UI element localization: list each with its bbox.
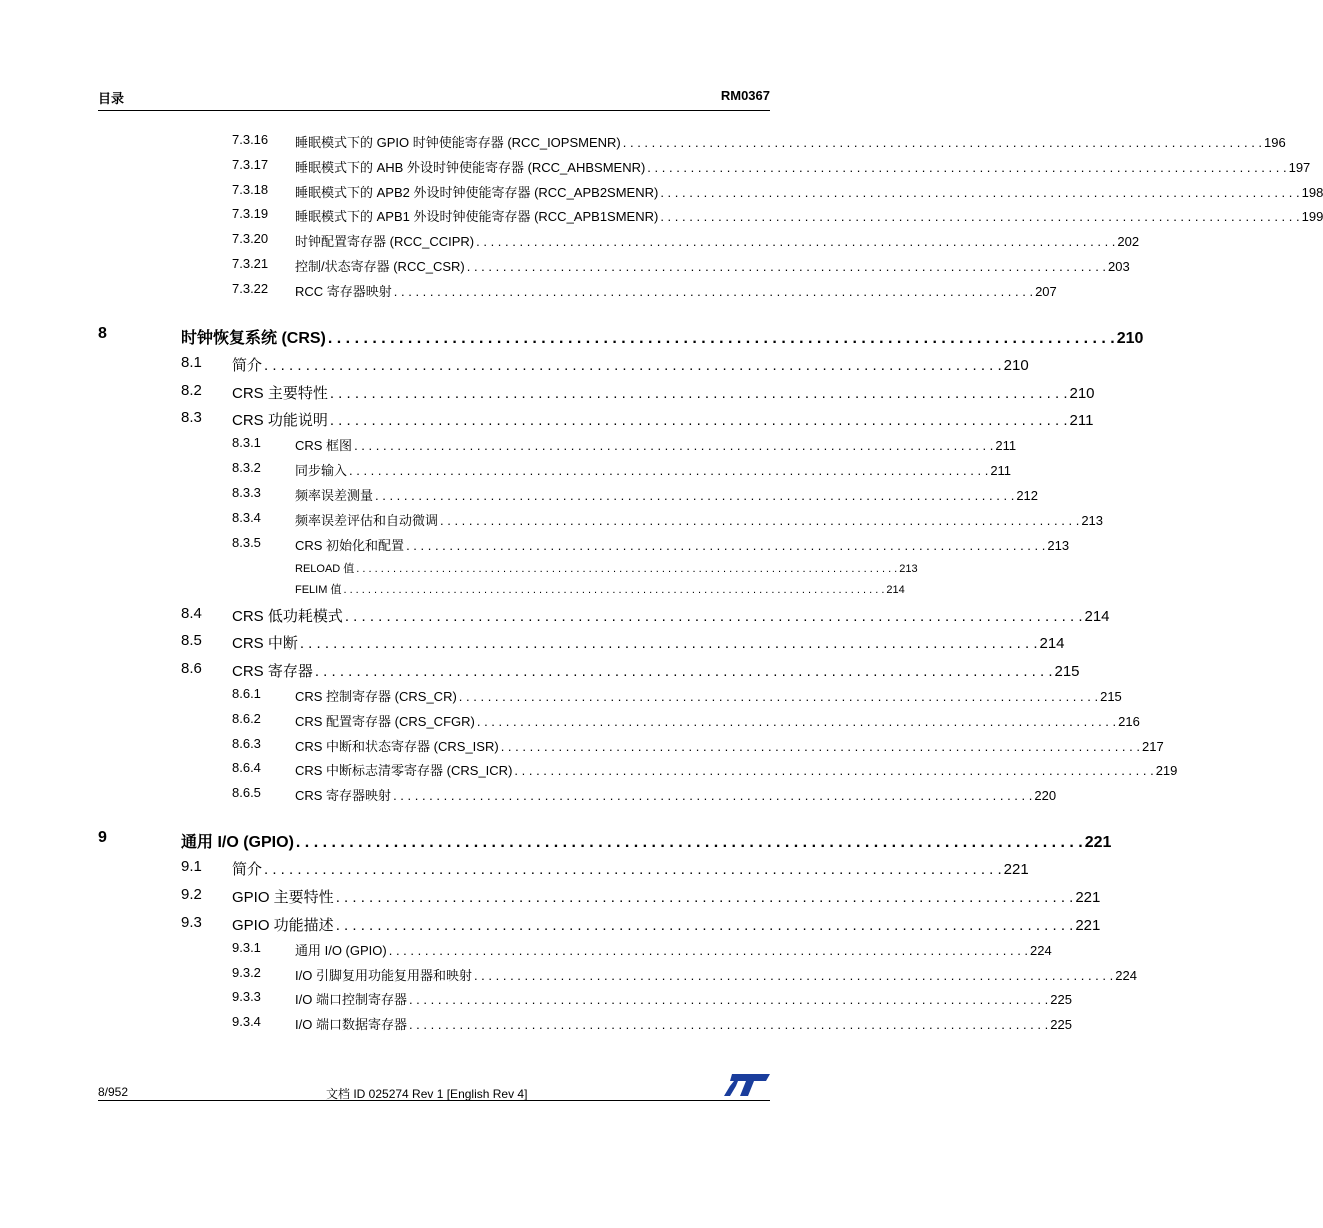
toc-entry-number: 9.2 <box>181 886 202 903</box>
toc-entry-title: 睡眠模式下的 AHB 外设时钟使能寄存器 (RCC_AHBSMENR) <box>295 160 646 175</box>
toc-entry-number: 7.3.20 <box>232 231 269 246</box>
toc-entry-number: 7.3.19 <box>232 206 269 221</box>
toc-entry-number: 8.6.4 <box>232 760 261 775</box>
toc-entry-title: CRS 初始化和配置 <box>295 538 405 553</box>
dot-leader: . . . . . . . . . . . . . . . . . . . . . . . . . . . . . . . . . . . . . . . . . . . . . . . . . . . . . . . . . . . . . . . . . . . . . . . . . . . . . . . . . . . . . . . . . <box>264 357 1002 374</box>
toc-entry-page: 221 <box>1075 917 1101 934</box>
toc-entry-title: CRS 中断 <box>232 635 298 652</box>
toc-entry-title: 时钟恢复系统 (CRS) <box>181 330 326 347</box>
toc-entry-level-3[interactable] <box>295 182 1323 201</box>
toc-entry-level-1[interactable] <box>181 325 1144 348</box>
toc-entry-title: CRS 框图 <box>295 438 353 453</box>
st-logo-icon <box>724 1072 770 1098</box>
toc-entry-level-3[interactable] <box>295 736 1164 755</box>
toc-entry-page: 216 <box>1118 714 1140 729</box>
toc-entry-title: RCC 寄存器映射 <box>295 284 392 299</box>
toc-entry-level-3[interactable] <box>295 711 1140 730</box>
toc-entry-number: 8.6.5 <box>232 785 261 800</box>
dot-leader: . . . . . . . . . . . . . . . . . . . . . . . . . . . . . . . . . . . . . . . . . . . . . . . . . . . . . . . . . . . . . . . . . . . . . . . . . . . . . . . . . . . . . . . . . <box>408 1017 1049 1032</box>
toc-entry-page: 225 <box>1050 992 1072 1007</box>
toc-entry-page: 210 <box>1003 357 1029 374</box>
toc-entry-level-3[interactable] <box>295 281 1057 300</box>
dot-leader: . . . . . . . . . . . . . . . . . . . . . . . . . . . . . . . . . . . . . . . . . . . . . . . . . . . . . . . . . . . . . . . . . . . . . . . . . . . . . . . . . . . . . . . . . <box>476 234 1116 249</box>
toc-entry-number: 8.3.2 <box>232 460 261 475</box>
dot-leader: . . . . . . . . . . . . . . . . . . . . . . . . . . . . . . . . . . . . . . . . . . . . . . . . . . . . . . . . . . . . . . . . . . . . . . . . . . . . . . . . . . . . . . . . . <box>647 160 1287 175</box>
toc-entry-title: 频率误差评估和自动微调 <box>295 513 439 528</box>
toc-entry-title: GPIO 功能描述 <box>232 917 334 934</box>
dot-leader: . . . . . . . . . . . . . . . . . . . . . . . . . . . . . . . . . . . . . . . . . . . . . . . . . . . . . . . . . . . . . . . . . . . . . . . . . . . . . . . . . . . . . . . . . <box>375 488 1015 503</box>
toc-entry-title: FELIM 值 <box>295 584 342 596</box>
toc-entry-page: 210 <box>1116 330 1144 347</box>
toc-entry-page: 198 <box>1301 185 1323 200</box>
toc-entry-page: 219 <box>1155 763 1178 778</box>
dot-leader: . . . . . . . . . . . . . . . . . . . . . . . . . . . . . . . . . . . . . . . . . . . . . . . . . . . . . . . . . . . . . . . . . . . . . . . . . . . . . . . . . . . . . . . . . <box>473 968 1114 983</box>
dot-leader: . . . . . . . . . . . . . . . . . . . . . . . . . . . . . . . . . . . . . . . . . . . . . . . . . . . . . . . . . . . . . . . . . . . . . . . . . . . . . . . . . . . . . . . . . <box>335 889 1074 906</box>
toc-entry-page: 215 <box>1100 689 1122 704</box>
toc-entry-level-3[interactable] <box>295 686 1122 705</box>
toc-entry-level-3[interactable] <box>295 510 1104 529</box>
dot-leader: . . . . . . . . . . . . . . . . . . . . . . . . . . . . . . . . . . . . . . . . . . . . . . . . . . . . . . . . . . . . . . . . . . . . . . . . . . . . . . . . . . . . . . . . . <box>264 861 1002 878</box>
dot-leader: . . . . . . . . . . . . . . . . . . . . . . . . . . . . . . . . . . . . . . . . . . . . . . . . . . . . . . . . . . . . . . . . . . . . . . . . . . . . . . . . . . . . . . . . . <box>660 209 1300 224</box>
toc-entry-level-3[interactable] <box>295 460 1012 479</box>
footer-document-reference: 文档 ID 025274 Rev 1 [English Rev 4] <box>326 1087 528 1101</box>
toc-entry-page: 197 <box>1288 160 1311 175</box>
toc-entry-level-2[interactable] <box>232 605 1110 626</box>
toc-entry-number: 9 <box>98 829 107 846</box>
toc-entry-title: 同步输入 <box>295 463 348 478</box>
toc-entry-level-4[interactable] <box>295 560 918 576</box>
dot-leader: . . . . . . . . . . . . . . . . . . . . . . . . . . . . . . . . . . . . . . . . . . . . . . . . . . . . . . . . . . . . . . . . . . . . . . . . . . . . . . . . . . . . . . . . . <box>327 330 1115 347</box>
dot-leader: . . . . . . . . . . . . . . . . . . . . . . . . . . . . . . . . . . . . . . . . . . . . . . . . . . . . . . . . . . . . . . . . . . . . . . . . . . . . . . . . . . . . . . . . . <box>335 917 1074 934</box>
toc-entry-number: 8.3.5 <box>232 535 261 550</box>
toc-entry-page: 199 <box>1301 209 1323 224</box>
header-section-title: 目录 <box>98 91 125 106</box>
toc-entry-title: 简介 <box>232 357 263 374</box>
toc-entry-page: 213 <box>1047 538 1070 553</box>
toc-entry-title: 睡眠模式下的 APB2 外设时钟使能寄存器 (RCC_APB2SMENR) <box>295 185 659 200</box>
toc-entry-page: 202 <box>1117 234 1140 249</box>
toc-entry-level-4[interactable] <box>295 581 905 597</box>
toc-entry-title: RELOAD 值 <box>295 563 355 575</box>
toc-entry-title: CRS 主要特性 <box>232 385 328 402</box>
toc-entry-level-2[interactable] <box>232 382 1095 403</box>
toc-entry-title: CRS 中断标志清零寄存器 (CRS_ICR) <box>295 763 513 778</box>
toc-entry-title: 频率误差测量 <box>295 488 374 503</box>
toc-entry-number: 9.3.2 <box>232 965 261 980</box>
toc-entry-level-3[interactable] <box>295 785 1057 804</box>
toc-entry-page: 217 <box>1141 739 1164 754</box>
toc-entry-page: 211 <box>995 438 1017 453</box>
toc-entry-number: 8.1 <box>181 354 202 371</box>
toc-entry-level-3[interactable] <box>295 256 1130 275</box>
toc-entry-number: 8.3.1 <box>232 435 261 450</box>
toc-entry-page: 214 <box>886 584 905 596</box>
toc-entry-level-2[interactable] <box>232 409 1094 430</box>
toc-entry-title: I/O 端口数据寄存器 <box>295 1017 407 1032</box>
toc-entry-level-3[interactable] <box>295 485 1039 504</box>
toc-entry-number: 9.3.4 <box>232 1014 261 1029</box>
toc-entry-number: 8.2 <box>181 382 202 399</box>
dot-leader: . . . . . . . . . . . . . . . . . . . . . . . . . . . . . . . . . . . . . . . . . . . . . . . . . . . . . . . . . . . . . . . . . . . . . . . . . . . . . . . . . . . . . . . . . <box>408 992 1049 1007</box>
toc-entry-page: 214 <box>1084 608 1110 625</box>
toc-entry-level-2[interactable] <box>232 632 1065 653</box>
toc-entry-page: 221 <box>1084 834 1112 851</box>
dot-leader: . . . . . . . . . . . . . . . . . . . . . . . . . . . . . . . . . . . . . . . . . . . . . . . . . . . . . . . . . . . . . . . . . . . . . . . . . . . . . . . . . . . . . . . . . <box>660 185 1300 200</box>
toc-entry-level-3[interactable] <box>295 231 1140 250</box>
dot-leader: . . . . . . . . . . . . . . . . . . . . . . . . . . . . . . . . . . . . . . . . . . . . . . . . . . . . . . . . . . . . . . . . . . . . . . . . . . . . . . . . . . . . . . . . . <box>514 763 1154 778</box>
dot-leader: . . . . . . . . . . . . . . . . . . . . . . . . . . . . . . . . . . . . . . . . . . . . . . . . . . . . . . . . . . . . . . . . . . . . . . . . . . . . . . . . . . . . . . . . . <box>466 259 1107 274</box>
dot-leader: . . . . . . . . . . . . . . . . . . . . . . . . . . . . . . . . . . . . . . . . . . . . . . . . . . . . . . . . . . . . . . . . . . . . . . . . . . . . . . . . . . . . . . . . . <box>314 663 1053 680</box>
dot-leader: . . . . . . . . . . . . . . . . . . . . . . . . . . . . . . . . . . . . . . . . . . . . . . . . . . . . . . . . . . . . . . . . . . . . . . . . . . . . . . . . . . . . . . . . . <box>344 608 1083 625</box>
toc-entry-level-3[interactable] <box>295 989 1072 1008</box>
header-document-id: RM0367 <box>720 88 770 103</box>
toc-entry-number: 8.6.2 <box>232 711 261 726</box>
toc-entry-title: 睡眠模式下的 GPIO 时钟使能寄存器 (RCC_IOPSMENR) <box>295 135 621 150</box>
toc-entry-title: CRS 中断和状态寄存器 (CRS_ISR) <box>295 739 499 754</box>
toc-entry-page: 211 <box>990 463 1012 478</box>
toc-entry-level-1[interactable] <box>181 829 1112 852</box>
toc-entry-page: 212 <box>1016 488 1039 503</box>
toc-entry-number: 8.5 <box>181 632 202 649</box>
toc-entry-level-3[interactable] <box>295 132 1286 151</box>
toc-entry-number: 8.3.3 <box>232 485 261 500</box>
toc-entry-number: 9.3.3 <box>232 989 261 1004</box>
dot-leader: . . . . . . . . . . . . . . . . . . . . . . . . . . . . . . . . . . . . . . . . . . . . . . . . . . . . . . . . . . . . . . . . . . . . . . . . . . . . . . . . . . . . . . . . . <box>406 538 1046 553</box>
dot-leader: . . . . . . . . . . . . . . . . . . . . . . . . . . . . . . . . . . . . . . . . . . . . . . . . . . . . . . . . . . . . . . . . . . . . . . . . . . . . . . . . . . . . . . . . . <box>329 385 1068 402</box>
toc-entry-title: CRS 寄存器映射 <box>295 788 392 803</box>
toc-entry-number: 7.3.22 <box>232 281 269 296</box>
toc-entry-level-3[interactable] <box>295 965 1137 984</box>
toc-entry-title: GPIO 主要特性 <box>232 889 334 906</box>
toc-entry-title: CRS 寄存器 <box>232 663 313 680</box>
dot-leader: . . . . . . . . . . . . . . . . . . . . . . . . . . . . . . . . . . . . . . . . . . . . . . . . . . . . . . . . . . . . . . . . . . . . . . . . . . . . . . . . . . . . . . . . . <box>388 943 1029 958</box>
toc-entry-title: CRS 配置寄存器 (CRS_CFGR) <box>295 714 475 729</box>
toc-entry-number: 9.3 <box>181 914 202 931</box>
toc-entry-title: 睡眠模式下的 APB1 外设时钟使能寄存器 (RCC_APB1SMENR) <box>295 209 659 224</box>
toc-entry-level-3[interactable] <box>295 157 1311 176</box>
toc-entry-page: 203 <box>1108 259 1130 274</box>
toc-entry-page: 213 <box>1081 513 1104 528</box>
toc-entry-number: 9.1 <box>181 858 202 875</box>
dot-leader: . . . . . . . . . . . . . . . . . . . . . . . . . . . . . . . . . . . . . . . . . . . . . . . . . . . . . . . . . . . . . . . . . . . . . . . . . . . . . . . . . . . . . . . . . <box>622 135 1263 150</box>
toc-entry-level-3[interactable] <box>295 435 1017 454</box>
toc-entry-number: 8.6.1 <box>232 686 261 701</box>
footer-page-number: 8/952 <box>98 1085 129 1099</box>
dot-leader: . . . . . . . . . . . . . . . . . . . . . . . . . . . . . . . . . . . . . . . . . . . . . . . . . . . . . . . . . . . . . . . . . . . . . . . . . . . . . . . . . . . . . . . . . <box>440 513 1080 528</box>
toc-entry-number: 9.3.1 <box>232 940 261 955</box>
toc-entry-page: 210 <box>1069 385 1095 402</box>
dot-leader: . . . . . . . . . . . . . . . . . . . . . . . . . . . . . . . . . . . . . . . . . . . . . . . . . . . . . . . . . . . . . . . . . . . . . . . . . . . . . . . . . . . . . . . . . <box>393 284 1034 299</box>
toc-entry-level-3[interactable] <box>295 940 1052 959</box>
toc-entry-title: 通用 I/O (GPIO) <box>181 834 294 851</box>
toc-entry-level-3[interactable] <box>295 535 1070 554</box>
toc-entry-page: 220 <box>1034 788 1057 803</box>
toc-entry-number: 7.3.18 <box>232 182 269 197</box>
toc-entry-title: 通用 I/O (GPIO) <box>295 943 387 958</box>
toc-entry-title: CRS 功能说明 <box>232 412 328 429</box>
toc-entry-level-3[interactable] <box>295 1014 1072 1033</box>
toc-entry-number: 8.6 <box>181 660 202 677</box>
toc-entry-level-2[interactable] <box>232 660 1080 681</box>
toc-entry-number: 8 <box>98 325 107 342</box>
toc-entry-page: 211 <box>1069 412 1094 429</box>
dot-leader: . . . . . . . . . . . . . . . . . . . . . . . . . . . . . . . . . . . . . . . . . . . . . . . . . . . . . . . . . . . . . . . . . . . . . . . . . . . . . . . . . . . . . . . . . <box>349 463 989 478</box>
dot-leader: . . . . . . . . . . . . . . . . . . . . . . . . . . . . . . . . . . . . . . . . . . . . . . . . . . . . . . . . . . . . . . . . . . . . . . . . . . . . . . . . . . . . . . . . . <box>343 584 885 596</box>
dot-leader: . . . . . . . . . . . . . . . . . . . . . . . . . . . . . . . . . . . . . . . . . . . . . . . . . . . . . . . . . . . . . . . . . . . . . . . . . . . . . . . . . . . . . . . . . <box>299 635 1038 652</box>
toc-entry-level-2[interactable] <box>232 886 1101 907</box>
toc-entry-page: 224 <box>1030 943 1052 958</box>
toc-entry-level-2[interactable] <box>232 858 1029 879</box>
toc-entry-page: 215 <box>1054 663 1080 680</box>
dot-leader: . . . . . . . . . . . . . . . . . . . . . . . . . . . . . . . . . . . . . . . . . . . . . . . . . . . . . . . . . . . . . . . . . . . . . . . . . . . . . . . . . . . . . . . . . <box>329 412 1068 429</box>
toc-entry-level-2[interactable] <box>232 914 1101 935</box>
toc-entry-page: 225 <box>1050 1017 1072 1032</box>
toc-entry-page: 213 <box>899 563 918 575</box>
dot-leader: . . . . . . . . . . . . . . . . . . . . . . . . . . . . . . . . . . . . . . . . . . . . . . . . . . . . . . . . . . . . . . . . . . . . . . . . . . . . . . . . . . . . . . . . . <box>476 714 1117 729</box>
toc-entry-number: 7.3.16 <box>232 132 269 147</box>
toc-entry-level-2[interactable] <box>232 354 1029 375</box>
toc-entry-page: 221 <box>1075 889 1101 906</box>
toc-entry-number: 7.3.17 <box>232 157 269 172</box>
toc-entry-number: 8.6.3 <box>232 736 261 751</box>
toc-entry-page: 224 <box>1115 968 1137 983</box>
toc-entry-page: 207 <box>1035 284 1057 299</box>
dot-leader: . . . . . . . . . . . . . . . . . . . . . . . . . . . . . . . . . . . . . . . . . . . . . . . . . . . . . . . . . . . . . . . . . . . . . . . . . . . . . . . . . . . . . . . . . <box>393 788 1033 803</box>
toc-entry-title: 简介 <box>232 861 263 878</box>
toc-entry-page: 214 <box>1039 635 1065 652</box>
toc-entry-number: 7.3.21 <box>232 256 269 271</box>
toc-entry-title: I/O 端口控制寄存器 <box>295 992 407 1007</box>
dot-leader: . . . . . . . . . . . . . . . . . . . . . . . . . . . . . . . . . . . . . . . . . . . . . . . . . . . . . . . . . . . . . . . . . . . . . . . . . . . . . . . . . . . . . . . . . <box>356 563 898 575</box>
toc-entry-title: CRS 控制寄存器 (CRS_CR) <box>295 689 457 704</box>
dot-leader: . . . . . . . . . . . . . . . . . . . . . . . . . . . . . . . . . . . . . . . . . . . . . . . . . . . . . . . . . . . . . . . . . . . . . . . . . . . . . . . . . . . . . . . . . <box>354 438 994 453</box>
toc-entry-number: 8.3 <box>181 409 202 426</box>
toc-entry-title: I/O 引脚复用功能复用器和映射 <box>295 968 472 983</box>
toc-entry-title: 时钟配置寄存器 (RCC_CCIPR) <box>295 234 475 249</box>
dot-leader: . . . . . . . . . . . . . . . . . . . . . . . . . . . . . . . . . . . . . . . . . . . . . . . . . . . . . . . . . . . . . . . . . . . . . . . . . . . . . . . . . . . . . . . . . <box>500 739 1140 754</box>
toc-entry-level-3[interactable] <box>295 760 1178 779</box>
toc-entry-page: 196 <box>1264 135 1286 150</box>
dot-leader: . . . . . . . . . . . . . . . . . . . . . . . . . . . . . . . . . . . . . . . . . . . . . . . . . . . . . . . . . . . . . . . . . . . . . . . . . . . . . . . . . . . . . . . . . <box>295 834 1083 851</box>
toc-entry-title: 控制/状态寄存器 (RCC_CSR) <box>295 259 465 274</box>
dot-leader: . . . . . . . . . . . . . . . . . . . . . . . . . . . . . . . . . . . . . . . . . . . . . . . . . . . . . . . . . . . . . . . . . . . . . . . . . . . . . . . . . . . . . . . . . <box>458 689 1099 704</box>
toc-entry-level-3[interactable] <box>295 206 1323 225</box>
toc-entry-page: 221 <box>1003 861 1029 878</box>
toc-entry-number: 8.4 <box>181 605 202 622</box>
toc-entry-title: CRS 低功耗模式 <box>232 608 343 625</box>
toc-entry-number: 8.3.4 <box>232 510 261 525</box>
